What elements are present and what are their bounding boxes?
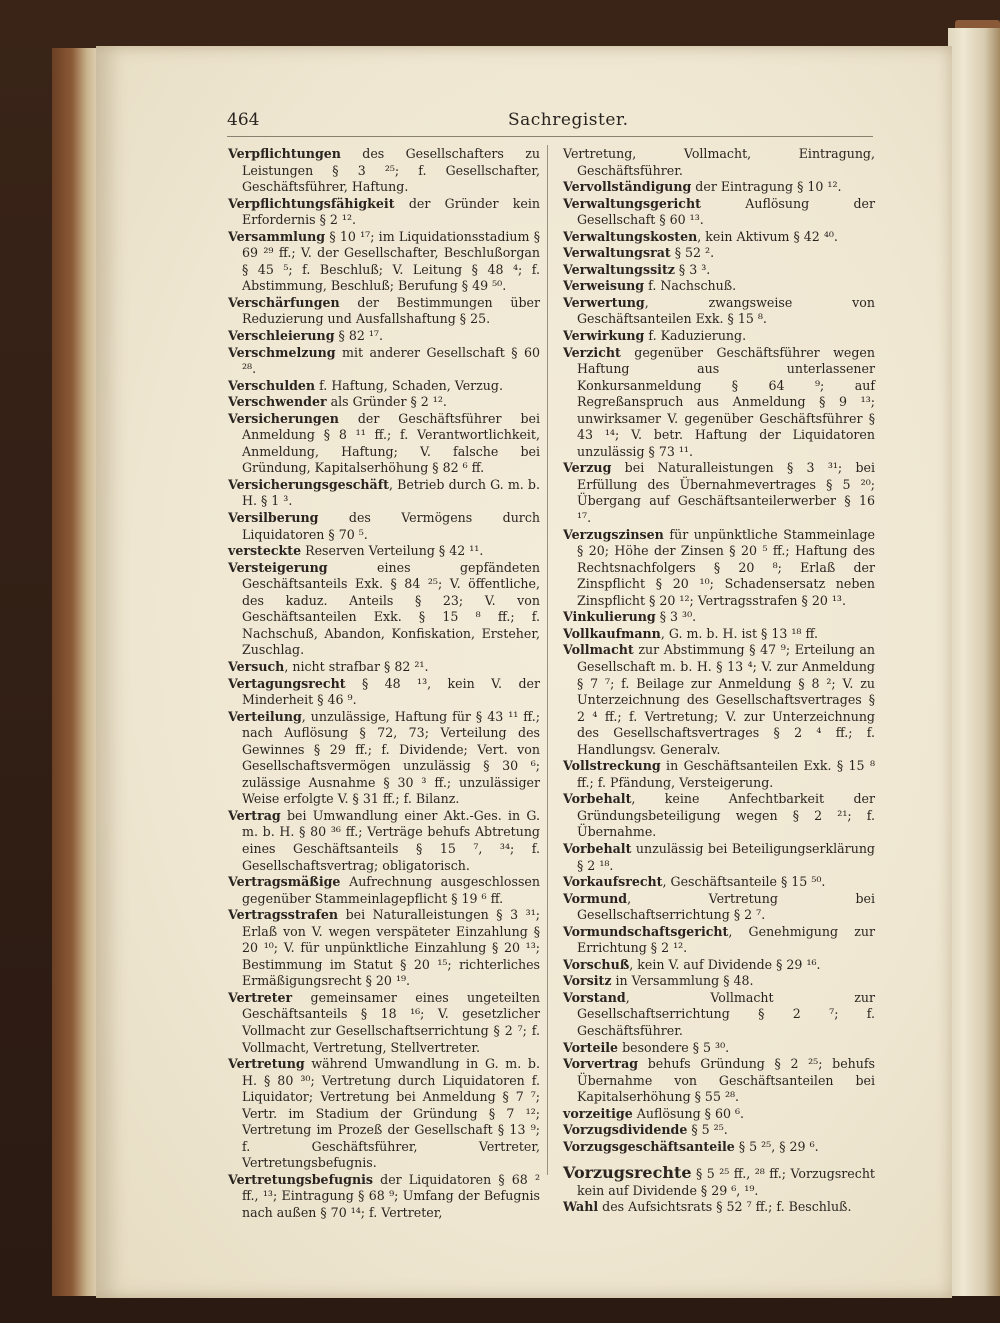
index-entry: Verschmelzung mit anderer Gesellschaft § 60 ²⁸.	[228, 344, 540, 377]
index-entry: Verwertung, zwangsweise von Geschäftsanteilen Exk. § 15 ⁸.	[563, 294, 875, 327]
index-entry: Vorzugsrechte § 5 ²⁵ ff., ²⁸ ff.; Vorzugsrecht kein auf Dividende § 29 ⁶, ¹⁹.	[563, 1163, 875, 1198]
index-entry: Versilberung des Vermögens durch Liquidatoren § 70 ⁵.	[228, 510, 540, 542]
index-entry: Versuch, nicht strafbar § 82 ²¹.	[228, 658, 429, 674]
index-entry: Versteigerung eines gepfändeten Geschäftsanteils Exk. § 84 ²⁵; V. öffentliche, des kaduz. Anteils § 23; V. von Geschäftsanteilen Exk. § 15 ⁸ ff.; f. Nachschuß, Abandon, Konfiskation, Ersteher, Zuschlag.	[228, 559, 540, 658]
index-entry: Verteilung, unzulässige, Haftung für § 43 ¹¹ ff.; nach Auflösung § 72, 73; Verteilung des Gewinnes § 29 ff.; f. Dividende; Vert. von Gesellschaftsvermögen unzulässig § 30 ⁶; zulässige Ausnahme § 30 ³ ff.; unzulässiger Weise erfolgte V. § 31 ff.; f. Bilanz.	[228, 708, 540, 807]
index-entry: Verzug bei Naturalleistungen § 3 ³¹; bei Erfüllung des Übernahmevertrages § 5 ²⁰; Übergang auf Geschäftsanteilerwerber § 16 ¹⁷.	[563, 460, 875, 526]
index-entry: Vorschuß, kein V. auf Dividende § 29 ¹⁶.	[563, 956, 821, 972]
index-entry: Vorbehalt, keine Anfechtbarkeit der Gründungsbeteiligung wegen § 2 ²¹; f. Übernahme.	[563, 791, 875, 840]
index-entry: Vormund, Vertretung bei Gesellschaftserrichtung § 2 ⁷.	[563, 890, 875, 923]
index-entry: Verschleierung § 82 ¹⁷.	[228, 328, 383, 344]
index-entry: Vertretungsbefugnis der Liquidatoren § 68 ² ff., ¹³; Eintragung § 68 ⁹; Umfang der Befugnis nach außen § 70 ¹⁴; f. Vertreter,	[228, 1171, 540, 1220]
index-entry: Vinkulierung § 3 ³⁰.	[563, 609, 697, 625]
index-entry: Vollkaufmann, G. m. b. H. ist § 13 ¹⁸ ff.	[563, 625, 818, 641]
index-entry: Verzicht gegenüber Geschäftsführer wegen Haftung aus unterlassener Konkursanmeldung § 64 ⁹; auf Regreßanspruch aus Anmeldung § 9 ¹³; unwirksamer V. gegenüber Geschäftsführer § 43 ¹⁴; V. betr. Haftung der Liquidatoren unzulässig § 73 ¹¹.	[563, 344, 875, 459]
index-entry: Versicherungen der Geschäftsführer bei Anmeldung § 8 ¹¹ ff.; f. Verantwortlichkeit, Anmeldung, Haftung; V. falsche bei Gründung, Kapitalserhöhung § 82 ⁶ ff.	[228, 410, 540, 476]
index-entry: Verwaltungsgericht Auflösung der Gesellschaft § 60 ¹³.	[563, 195, 875, 228]
index-entry: Verpflichtungen des Gesellschafters zu Leistungen § 3 ²⁵; f. Gesellschafter, Geschäftsführer, Haftung.	[228, 146, 540, 195]
page-number: 464	[227, 110, 260, 130]
index-entry: vorzeitige Auflösung § 60 ⁶.	[563, 1105, 745, 1121]
book-spine-edge	[52, 48, 102, 1296]
index-entry: Vertragsmäßige Aufrechnung ausgeschlossen gegenüber Stammeinlagepflicht § 19 ⁶ ff.	[228, 874, 540, 906]
index-entry: Vorbehalt unzulässig bei Beteiligungserklärung § 2 ¹⁸.	[563, 840, 875, 873]
index-entry: Vorzugsdividende § 5 ²⁵.	[563, 1122, 728, 1138]
index-entry: Vollstreckung in Geschäftsanteilen Exk. § 15 ⁸ ff.; f. Pfändung, Versteigerung.	[563, 758, 875, 790]
index-entry: Verschulden f. Haftung, Schaden, Verzug.	[228, 377, 503, 393]
index-entry: Versammlung § 10 ¹⁷; im Liquidationsstadium § 69 ²⁹ ff.; V. der Gesellschafter, Beschlußorgan § 45 ⁵; f. Beschluß; V. Leitung § 48 ⁴; f. Abstimmung, Beschluß; Berufung § 49 ⁵⁰.	[228, 228, 540, 294]
index-entry: Verschwender als Gründer § 2 ¹².	[228, 394, 447, 410]
header-rule	[227, 136, 873, 137]
index-entry: Verwaltungsrat § 52 ².	[563, 245, 715, 261]
index-entry: Vorkaufsrecht, Geschäftsanteile § 15 ⁵⁰.	[563, 874, 826, 890]
index-entry: Verweisung f. Nachschuß.	[563, 278, 737, 294]
index-entry: Vorzugsgeschäftsanteile § 5 ²⁵, § 29 ⁶.	[563, 1138, 819, 1154]
index-entry: Verwaltungssitz § 3 ³.	[563, 261, 711, 277]
index-entry: versteckte Reserven Verteilung § 42 ¹¹.	[228, 543, 484, 559]
index-entry-continued: Vertretung, Vollmacht, Eintragung, Geschäftsführer.	[563, 146, 875, 178]
index-entry: Verschärfungen der Bestimmungen über Reduzierung und Ausfallshaftung § 25.	[228, 294, 540, 327]
index-entry: Vorstand, Vollmacht zur Gesellschaftserrichtung § 2 ⁷; f. Geschäftsführer.	[563, 989, 875, 1038]
index-entry: Vertragsstrafen bei Naturalleistungen § 3 ³¹; Erlaß von V. wegen verspäteter Einzahlung § 20 ¹⁰; V. für unpünktliche Einzahlung § 20 ¹³; Bestimmung im Statut § 20 ¹⁵; richterliches Ermäßigungsrecht § 20 ¹⁹.	[228, 907, 540, 989]
index-entry: Vollmacht zur Abstimmung § 47 ⁹; Erteilung an Gesellschaft m. b. H. § 13 ⁴; V. zur Anmeldung § 7 ⁷; f. Beilage zur Anmeldung § 8 ²; V. zu Unterzeichnung des Gesellschaftsvertrages § 2 ⁴ ff.; f. Vertretung; V. zur Unterzeichnung des Gesellschaftsvertrages § 2 ⁴ ff.; f. Handlungsv. Generalv.	[563, 642, 875, 757]
index-entry: Vertagungsrecht § 48 ¹³, kein V. der Minderheit § 46 ⁹.	[228, 675, 540, 708]
index-column-right	[563, 146, 875, 1216]
index-entry: Vorsitz in Versammlung § 48.	[563, 973, 754, 989]
index-entry: Wahl des Aufsichtsrats § 52 ⁷ ff.; f. Beschluß.	[563, 1199, 852, 1215]
index-entry: Verzugszinsen für unpünktliche Stammeinlage § 20; Höhe der Zinsen § 20 ⁵ ff.; Haftung des Rechtsnachfolgers § 20 ⁸; Erlaß der Zinspflicht § 20 ¹⁰; Schadensersatz neben Zinspflicht § 20 ¹²; Vertragsstrafen § 20 ¹³.	[563, 526, 875, 608]
book-next-page-edge	[948, 28, 1000, 1296]
index-entry: Vervollständigung der Eintragung § 10 ¹².	[563, 179, 842, 195]
running-head: Sachregister.	[508, 110, 629, 130]
index-entry: Versicherungsgeschäft, Betrieb durch G. m. b. H. § 1 ³.	[228, 476, 540, 509]
index-entry: Verpflichtungsfähigkeit der Gründer kein Erfordernis § 2 ¹².	[228, 195, 540, 228]
index-entry: Verwirkung f. Kaduzierung.	[563, 328, 747, 344]
index-entry: Vormundschaftsgericht, Genehmigung zur Errichtung § 2 ¹².	[563, 923, 875, 956]
index-column-left	[228, 146, 540, 1222]
index-entry: Verwaltungskosten, kein Aktivum § 42 ⁴⁰.	[563, 228, 838, 244]
index-entry: Vertreter gemeinsamer eines ungeteilten Geschäftsanteils § 18 ¹⁶; V. gesetzlicher Vollmacht zur Gesellschaftserrichtung § 2 ⁷; f. Vollmacht, Vertretung, Stellvertreter.	[228, 989, 540, 1055]
index-entry: Vertrag bei Umwandlung einer Akt.-Ges. in G. m. b. H. § 80 ³⁶ ff.; Verträge behufs Abtretung eines Geschäftsanteils § 15 ⁷, ³⁴; f. Gesellschaftsvertrag; obligatorisch.	[228, 807, 540, 873]
index-entry: Vorteile besondere § 5 ³⁰.	[563, 1039, 730, 1055]
index-entry: Vertretung während Umwandlung in G. m. b. H. § 80 ³⁰; Vertretung durch Liquidatoren f. Liquidator; Vertretung bei Anmeldung § 7 ⁷; Vertr. im Stadium der Gründung § 7 ¹²; Vertretung im Prozeß der Gesellschaft § 13 ⁹; f. Geschäftsführer, Vertreter, Vertretungsbefugnis.	[228, 1056, 540, 1171]
column-divider	[547, 145, 548, 1175]
index-entry: Vorvertrag behufs Gründung § 2 ²⁵; behufs Übernahme von Geschäftsanteilen bei Kapitalserhöhung § 55 ²⁸.	[563, 1056, 875, 1105]
